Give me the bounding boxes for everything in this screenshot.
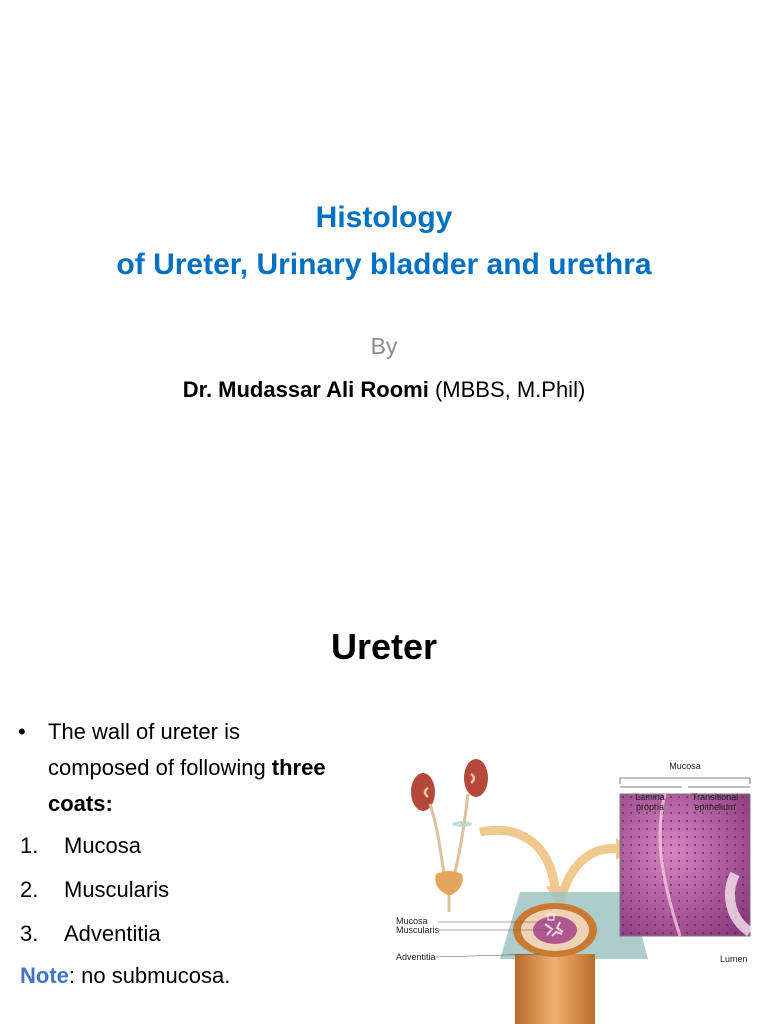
slide-title: Ureter (330, 626, 438, 667)
ureter-left-icon (430, 804, 446, 882)
slide-title-line-1: Histology (315, 201, 453, 234)
ureter-slide (0, 576, 768, 1024)
label-epithelium: epithelium (694, 802, 736, 812)
author-line (0, 377, 768, 403)
list-item-label: Mucosa (64, 833, 142, 858)
list-item (20, 828, 141, 864)
list-item (20, 872, 169, 908)
list-item-number: 1. (20, 833, 39, 858)
bullet-bold-text: three coats: (48, 755, 326, 816)
bullet-body (18, 714, 338, 822)
bullet-point (18, 714, 338, 822)
note-line (20, 958, 230, 994)
magnify-arrow-icon (480, 830, 555, 889)
ureter-tube (515, 954, 595, 1024)
label-mucosa-top: Mucosa (669, 761, 701, 771)
ureter-right-icon (452, 794, 468, 882)
list-item-number: 3. (20, 921, 39, 946)
bullet-text: The wall of ureter is composed of following (48, 719, 272, 780)
label-lumen: Lumen (720, 954, 748, 964)
label-propria: propria (635, 802, 665, 812)
ureter-histology-figure (380, 754, 768, 1024)
note-text: : no submucosa. (68, 963, 231, 988)
bladder-icon (435, 871, 463, 896)
author-credentials: (MBBS, M.Phil) (428, 377, 586, 402)
author-name: Dr. Mudassar Ali Roomi (182, 377, 429, 402)
list-item-number: 2. (20, 877, 39, 902)
label-lamina: Lamina (635, 792, 665, 802)
bullet-dot: • (18, 719, 26, 744)
label-adventitia: Adventitia (396, 952, 436, 962)
label-mucosa: Mucosa (396, 916, 428, 926)
list-item-label: Adventitia (64, 921, 161, 946)
by-label: By (370, 333, 398, 359)
list-item-label: Muscularis (64, 877, 170, 902)
note-keyword: Note (20, 963, 69, 988)
slide-title-line-2: of Ureter, Urinary bladder and urethra (116, 248, 652, 281)
kidney-right-icon (464, 759, 488, 797)
label-transitional: Transitional (691, 792, 739, 802)
label-muscularis: Muscularis (396, 925, 440, 935)
list-item (20, 916, 161, 952)
